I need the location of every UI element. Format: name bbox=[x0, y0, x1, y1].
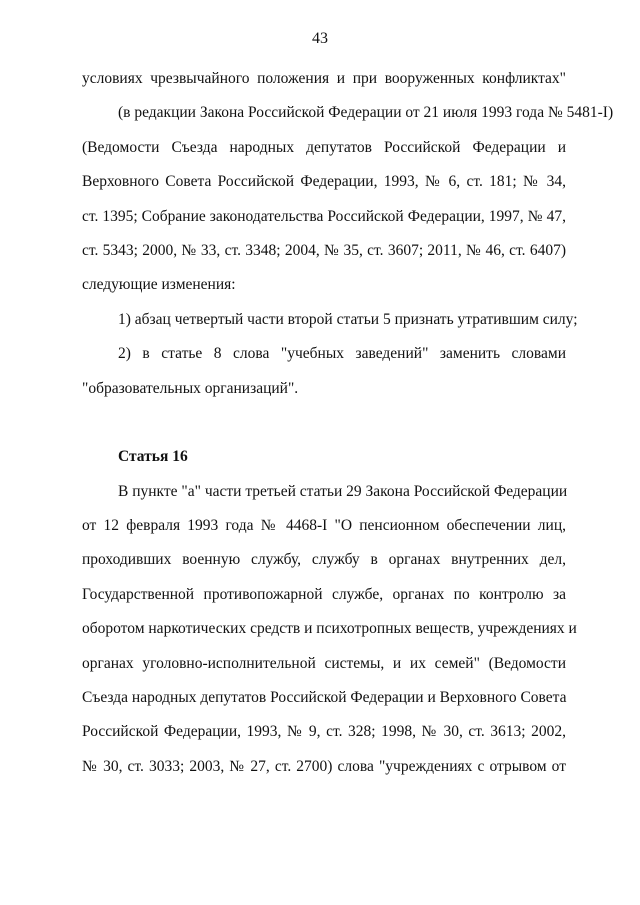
text-line: проходивших военную службу, службу в органах внутренних дел, bbox=[82, 551, 566, 569]
article-heading: Статья 16 bbox=[118, 448, 188, 466]
text-line: 2) в статье 8 слова "учебных заведений" заменить словами bbox=[118, 345, 566, 363]
text-line: "образовательных организаций". bbox=[82, 379, 299, 397]
text-line: В пункте "а" части третьей статьи 29 Закона Российской Федерации bbox=[118, 482, 568, 500]
paragraph-gap bbox=[82, 406, 566, 440]
text-line: оборотом наркотических средств и психотропных веществ, учреждениях и bbox=[82, 620, 577, 638]
text-line: Российской Федерации, 1993, № 9, ст. 328; 1998, № 30, ст. 3613; 2002, bbox=[82, 723, 566, 741]
text-line: органах уголовно-исполнительной системы, и их семей" (Ведомости bbox=[82, 654, 566, 672]
text-line: (Ведомости Съезда народных депутатов Российской Федерации и bbox=[82, 138, 566, 156]
text-line: от 12 февраля 1993 года № 4468-I "О пенсионном обеспечении лиц, bbox=[82, 517, 566, 535]
text-line: ст. 5343; 2000, № 33, ст. 3348; 2004, № 35, ст. 3607; 2011, № 46, ст. 6407) bbox=[82, 241, 566, 259]
text-line: (в редакции Закона Российской Федерации от 21 июля 1993 года № 5481-I) bbox=[118, 104, 614, 122]
page-number: 43 bbox=[312, 30, 328, 47]
text-line: 1) абзац четвертый части второй статьи 5 признать утратившим силу; bbox=[118, 310, 578, 328]
text-line: Съезда народных депутатов Российской Федерации и Верховного Совета bbox=[82, 689, 567, 707]
text-line: ст. 1395; Собрание законодательства Российской Федерации, 1997, № 47, bbox=[82, 207, 566, 225]
text-line: № 30, ст. 3033; 2003, № 27, ст. 2700) слова "учреждениях с отрывом от bbox=[82, 757, 566, 775]
text-line: следующие изменения: bbox=[82, 276, 236, 294]
document-body bbox=[82, 62, 614, 784]
text-line: условиях чрезвычайного положения и при вооруженных конфликтах" bbox=[82, 70, 566, 87]
text-line: Верховного Совета Российской Федерации, 1993, № 6, ст. 181; № 34, bbox=[82, 173, 566, 191]
text-line: Государственной противопожарной службе, органах по контролю за bbox=[82, 585, 566, 603]
